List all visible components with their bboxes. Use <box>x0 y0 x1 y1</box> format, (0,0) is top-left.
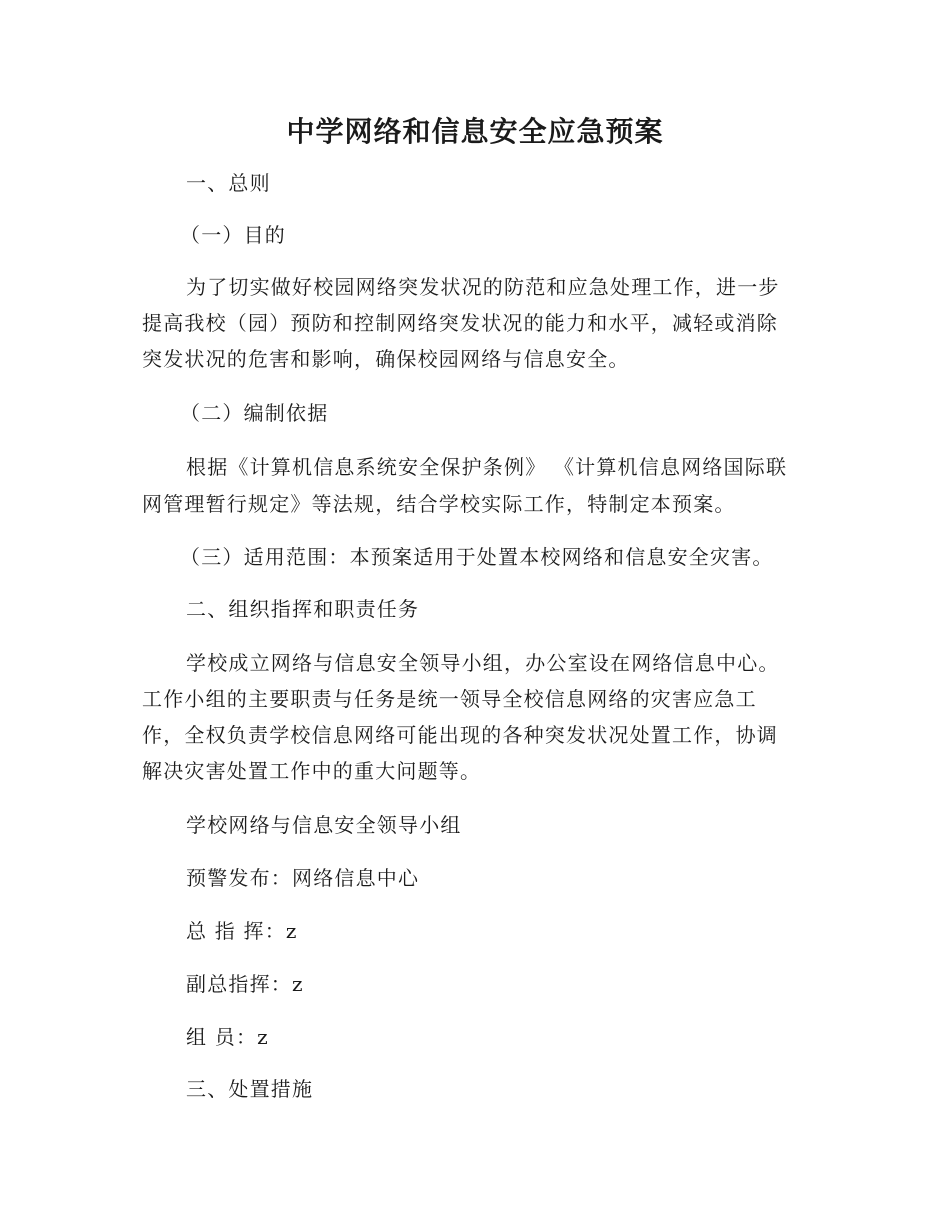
deputy-commander-line: 副总指挥：z <box>186 972 304 996</box>
leadership-group-name: 学校网络与信息安全领导小组 <box>186 813 462 837</box>
section-heading-measures: 三、处置措施 <box>186 1077 314 1101</box>
warning-release: 预警发布：网络信息中心 <box>186 866 420 890</box>
subsection-scope: （三）适用范围：本预案适用于处置本校网络和信息安全灾害。 <box>180 545 774 569</box>
document-title: 中学网络和信息安全应急预案 <box>286 115 664 148</box>
paragraph-purpose-line-3: 突发状况的危害和影响，确保校园网络与信息安全。 <box>142 347 630 371</box>
paragraph-organization-line-4: 解决灾害处置工作中的重大问题等。 <box>142 759 482 783</box>
paragraph-basis-line-1: 根据《计算机信息系统安全保护条例》 《计算机信息网络国际联 <box>186 455 788 479</box>
paragraph-organization-line-3: 作，全权负责学校信息网络可能出现的各种突发状况处置工作，协调 <box>142 723 778 747</box>
members-line: 组 员：z <box>186 1025 269 1049</box>
paragraph-organization-line-1: 学校成立网络与信息安全领导小组，办公室设在网络信息中心。 <box>186 651 780 675</box>
section-heading-organization: 二、组织指挥和职责任务 <box>186 597 420 621</box>
commander-line: 总 指 挥：z <box>186 919 298 943</box>
paragraph-basis-line-2: 网管理暂行规定》等法规，结合学校实际工作，特制定本预案。 <box>142 492 736 516</box>
section-heading-general: 一、总则 <box>186 171 271 195</box>
subsection-heading-purpose: （一）目的 <box>180 223 286 247</box>
subsection-heading-basis: （二）编制依据 <box>180 401 329 425</box>
paragraph-organization-line-2: 工作小组的主要职责与任务是统一领导全校信息网络的灾害应急工 <box>142 687 757 711</box>
paragraph-purpose-line-1: 为了切实做好校园网络突发状况的防范和应急处理工作，进一步 <box>186 275 780 299</box>
paragraph-purpose-line-2: 提高我校（园）预防和控制网络突发状况的能力和水平，减轻或消除 <box>142 311 778 335</box>
